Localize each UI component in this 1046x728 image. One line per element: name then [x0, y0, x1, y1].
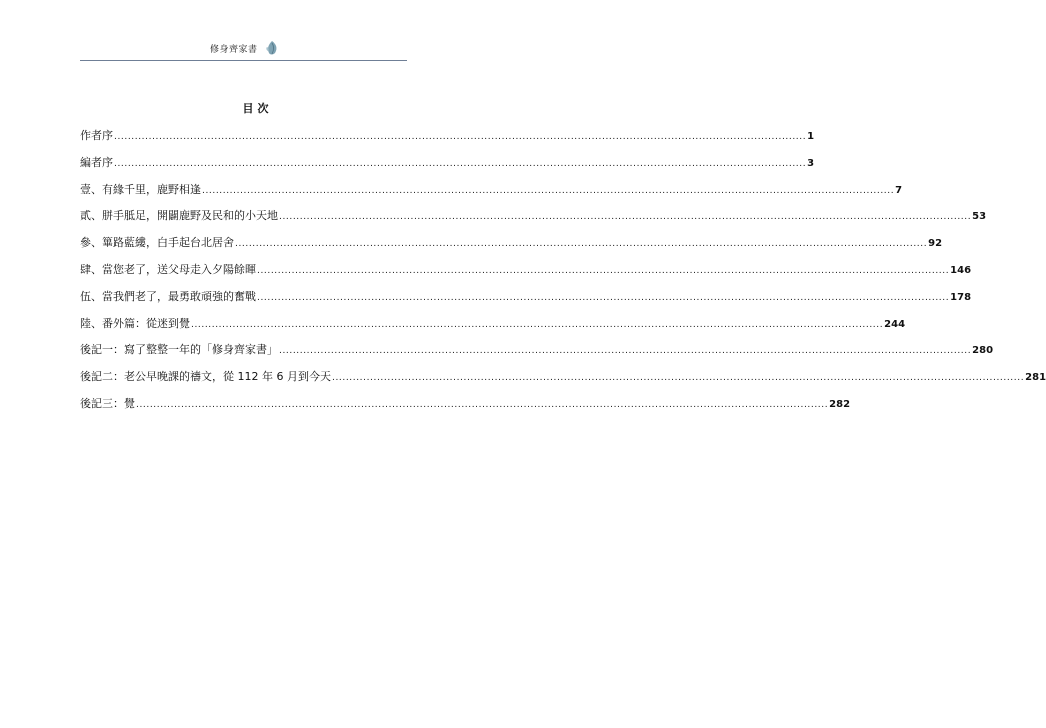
running-header-title: 修身齊家書 — [210, 45, 258, 55]
toc-entry-page: 282 — [829, 398, 851, 410]
toc-heading: 目次 — [242, 102, 273, 115]
toc-entry[interactable] — [80, 262, 972, 289]
toc-entry-leader: ........................................................................................................................................................................................................ — [257, 265, 950, 276]
toc-entry-label: 編者序 — [80, 155, 113, 169]
toc-entry-page: 3 — [807, 157, 815, 169]
toc-entry-label: 肆、當您老了，送父母走入夕陽餘暉 — [80, 262, 256, 276]
toc-entry[interactable] — [80, 155, 815, 182]
toc-entry-page: 178 — [950, 291, 972, 303]
toc-list — [80, 128, 1046, 423]
toc-entry[interactable] — [80, 235, 943, 262]
toc-entry-leader: ........................................................................................................................................................................................................ — [202, 185, 895, 196]
toc-entry[interactable] — [80, 342, 994, 369]
toc-entry-page: 92 — [928, 238, 943, 250]
toc-entry-page: 281 — [1025, 372, 1046, 384]
toc-entry[interactable] — [80, 208, 987, 235]
toc-entry-label: 貳、胼手胝足，開闢鹿野及民和的小天地 — [80, 209, 278, 223]
toc-entry[interactable] — [80, 128, 815, 155]
header-rule — [80, 60, 407, 61]
toc-entry-label: 後記三：覺 — [80, 396, 135, 410]
toc-entry-leader: ........................................................................................................................................................................................................ — [279, 212, 972, 223]
toc-entry-leader: ........................................................................................................................................................................................................ — [331, 373, 1025, 384]
toc-entry-leader: ........................................................................................................................................................................................................ — [136, 399, 829, 410]
toc-entry-label: 伍、當我們老了，最勇敢頑強的奮戰 — [80, 289, 256, 303]
toc-entry-leader: ........................................................................................................................................................................................................ — [114, 158, 807, 169]
toc-entry[interactable] — [80, 289, 972, 316]
toc-entry-leader: ........................................................................................................................................................................................................ — [235, 239, 928, 250]
toc-entry-page: 280 — [972, 345, 994, 357]
toc-entry[interactable] — [80, 369, 1046, 396]
toc-entry-page: 146 — [950, 264, 972, 276]
toc-entry-label: 後記二：老公早晚課的禱文，從 112 年 6 月到今天 — [80, 370, 331, 384]
toc-entry[interactable] — [80, 182, 903, 209]
toc-entry-page: 244 — [884, 318, 906, 330]
leaf-logo-icon — [265, 40, 279, 56]
toc-entry-leader: ........................................................................................................................................................................................................ — [279, 346, 972, 357]
toc-entry-label: 壹、有緣千里，鹿野相逢 — [80, 182, 201, 196]
toc-entry[interactable] — [80, 396, 851, 423]
toc-entry-label: 後記一：寫了整整一年的「修身齊家書」 — [80, 343, 278, 357]
toc-entry-page: 1 — [807, 131, 815, 142]
running-header — [80, 38, 407, 62]
toc-entry-leader: ........................................................................................................................................................................................................ — [191, 319, 884, 330]
toc-entry[interactable] — [80, 316, 906, 343]
toc-entry-page: 53 — [972, 211, 987, 223]
toc-entry-label: 作者序 — [80, 129, 113, 142]
toc-entry-leader: ........................................................................................................................................................................................................ — [114, 132, 807, 142]
toc-entry-label: 參、篳路藍縷，白手起台北居舍 — [80, 236, 234, 250]
toc-entry-page: 7 — [895, 184, 903, 196]
toc-entry-leader: ........................................................................................................................................................................................................ — [257, 292, 950, 303]
toc-entry-label: 陸、番外篇：從迷到覺 — [80, 316, 190, 330]
